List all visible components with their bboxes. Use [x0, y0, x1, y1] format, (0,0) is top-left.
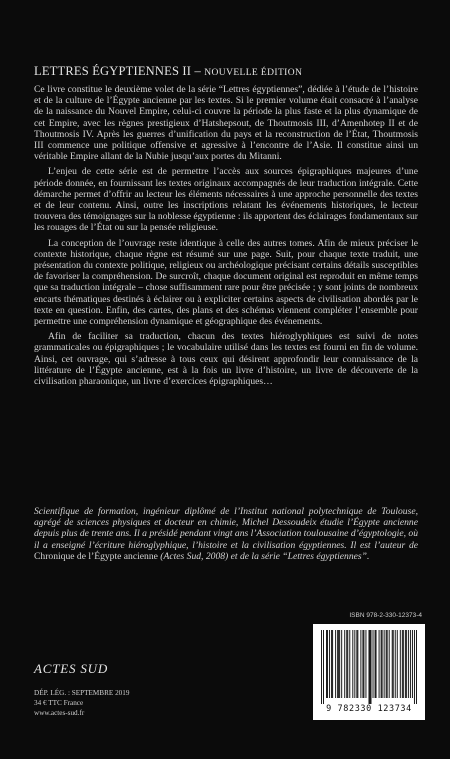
blurb-paragraph: La conception de l’ouvrage reste identique à celle des autres tomes. Afin de mieux préciser le contexte historique, chaque règne est résumé sur une page. Suit, pour chaque texte traduit, une présentation du contexte politique, religieux ou archéologique précisant certains détails susceptibles de favoriser la compréhension. De surcroît, chaque document original est reproduit en même temps que sa traduction intégrale – chose suffisamment rare pour être précisée ; y sont joints de nombreux encarts thématiques destinés à éclairer ou à expliciter certains aspects de civilisation abordés par le texte en question. Enfin, des cartes, des plans et des schémas viennent compléter l’ensemble pour permettre une compréhension dynamique et géographique des événements.: [34, 237, 418, 328]
barcode-bars: [321, 630, 417, 704]
barcode-bar: [387, 630, 388, 698]
blurb-paragraph: Afin de faciliter sa traduction, chacun des textes hiéroglyphiques est suivi de notes grammaticales ou épigraphiques ; le vocabulaire utilisé dans les textes est fourni en fin de volume. Ainsi, cet ouvrage, qui s’adresse à tous ceux qui désirent approfondir leur connaissance de la littérature de l’Égypte ancienne, est à la fois un livre d’histoire, un livre de découverte de la civilisation pharaonique, un livre d’exercices épigraphiques…: [34, 331, 418, 388]
barcode-bar: [382, 630, 383, 698]
barcode-bar: [368, 630, 369, 704]
barcode-bar: [335, 630, 336, 698]
book-title: [34, 64, 424, 79]
barcode-bar: [332, 630, 333, 698]
barcode-bar: [397, 630, 398, 698]
barcode-bar: [360, 630, 361, 698]
barcode-bar: [346, 630, 347, 698]
barcode-bar: [327, 630, 328, 698]
barcode-bar: [326, 630, 327, 698]
barcode-bar: [352, 630, 353, 698]
series-title: LETTRES ÉGYPTIENNES II: [34, 64, 192, 78]
barcode-bar: [402, 630, 403, 698]
barcode-bar: [370, 630, 371, 704]
publisher-logo: ACTES SUD: [34, 661, 109, 676]
barcode-bar: [365, 630, 366, 698]
blurb-paragraph: L’enjeu de cette série est de permettre l’accès aux sources épigraphiques majeures d’une période donnée, en fournissant les textes originaux accompagnés de leur traduction intégrale. Cette démarche permet d’offrir au lecteur les éléments nécessaires à une approche personnelle des textes et de leur contenu. Ainsi, outre les inscriptions relatant les événements historiques, le lecteur trouvera des témoignages sur la noblesse égyptienne : ils apportent des éclairages fondamentaux sur les rouages de l’État ou sur la pensée religieuse.: [34, 166, 418, 234]
barcode-bar: [331, 630, 332, 698]
barcode-bar: [354, 630, 355, 698]
barcode-bar: [379, 630, 380, 698]
bio-text-end: (Actes Sud, 2008) et de la série “Lettres égyptiennes”.: [157, 550, 370, 562]
legal-deposit: DÉP. LÉG. : SEPTEMBRE 2019: [34, 689, 130, 697]
barcode-bar: [386, 630, 387, 698]
bio-text: Scientifique de formation, ingénieur diplômé de l’Institut national polytechnique de Toulouse, agrégé de sciences physiques et docteur en chimie, Michel Dessoudeix étudie l’Égypte ancienne depuis plus de trente ans. Il a présidé pendant vingt ans l’Association toulousaine d’égyptologie, où il a enseigné l’écriture hiéroglyphique, l’histoire et la civilisation égyptiennes. Il est l’auteur de: [34, 506, 418, 551]
blurb-paragraph: Ce livre constitue le deuxième volet de la série “Lettres égyptiennes”, dédiée à l’étude de l’histoire et de la culture de l’Égypte ancienne par les textes. Si le premier volume était consacré à l’analyse de la naissance du Nouvel Empire, celui-ci couvre la période la plus faste et la plus dynamique de cet Empire, avec les règnes prestigieux d’Hatshepsout, de Thoutmosis III, d’Amenhotep II et de Thoutmosis IV. Après les guerres d’unification du pays et la reconstruction de l’État, Thoutmosis III commence une politique offensive et agressive à l’encontre de l’Asie. Il constitue ainsi un véritable Empire allant de la Nubie jusqu’aux portes du Mitanni.: [34, 84, 418, 163]
barcode-bar: [395, 630, 396, 698]
barcode-bar: [416, 630, 417, 704]
barcode-bar: [414, 630, 415, 704]
barcode-bar: [384, 630, 385, 698]
barcode-bar: [341, 630, 342, 698]
barcode-bar: [389, 630, 390, 698]
barcode-bar: [329, 630, 330, 698]
barcode-number: 9 782330 123734: [326, 704, 412, 714]
barcode-bar: [376, 630, 377, 698]
website: www.actes-sud.fr: [34, 709, 85, 717]
barcode-bar: [337, 630, 338, 698]
legal-info: [34, 688, 234, 718]
barcode-bar: [363, 630, 364, 698]
bio-book-title: Chronique de l’Égypte ancienne: [34, 550, 158, 562]
barcode-bar: [375, 630, 376, 698]
barcode-bar: [403, 630, 404, 698]
barcode-bar: [392, 630, 393, 698]
barcode-bar: [362, 630, 363, 698]
edition-subtitle: NOUVELLE ÉDITION: [204, 68, 303, 78]
barcode-bar: [321, 630, 322, 704]
price: 34 € TTC France: [34, 699, 84, 707]
barcode-bar: [357, 630, 358, 698]
barcode-bar: [412, 630, 413, 698]
barcode-bar: [400, 630, 401, 698]
barcode-bar: [405, 630, 406, 698]
barcode-bar: [408, 630, 409, 698]
barcode-bar: [393, 630, 394, 698]
barcode-bar: [347, 630, 348, 698]
author-bio: [34, 506, 418, 562]
barcode-bar: [371, 630, 372, 704]
barcode-bar: [381, 630, 382, 698]
barcode-bar: [410, 630, 411, 698]
blurb: [34, 84, 418, 391]
barcode-bar: [323, 630, 324, 704]
barcode-bar: [373, 630, 374, 698]
barcode-bar: [356, 630, 357, 698]
barcode-bar: [406, 630, 407, 698]
barcode-bar: [338, 630, 339, 698]
barcode-bar: [344, 630, 345, 698]
barcode: [313, 624, 425, 720]
barcode-bar: [349, 630, 350, 698]
barcode-bar: [339, 630, 340, 698]
isbn-label: ISBN 978-2-330-12373-4: [349, 612, 422, 619]
title-separator: –: [191, 64, 205, 78]
